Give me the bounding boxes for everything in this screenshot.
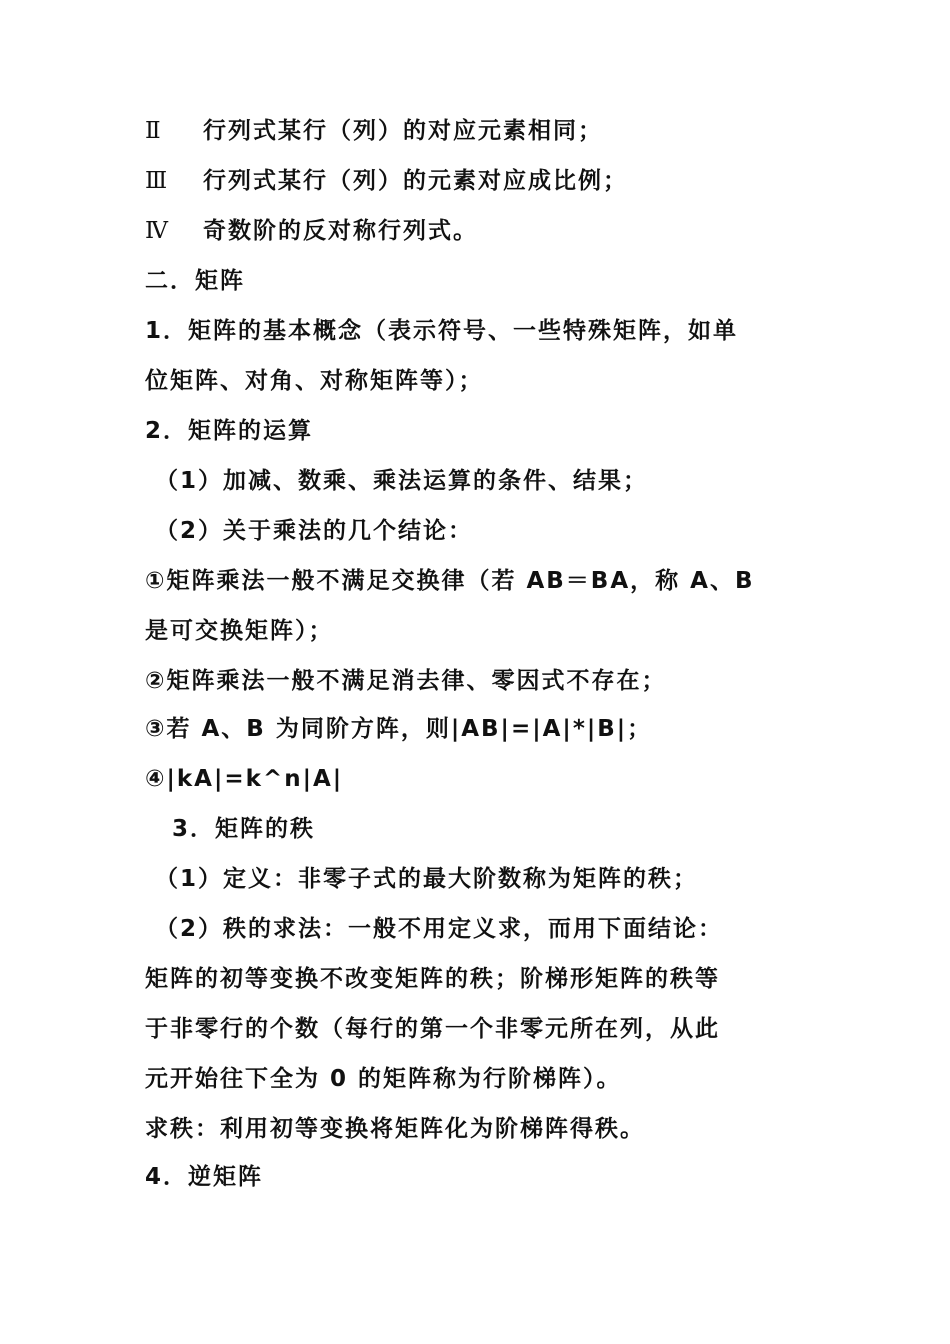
conclusion-4: ④|kA|=k^n|A| [145, 766, 344, 792]
conclusion-1-line-b: 是可交换矩阵）； [145, 618, 334, 644]
roman-numeral: Ⅲ [145, 168, 170, 194]
line-text: 行列式某行（列）的对应元素相同； [203, 118, 603, 144]
roman-numeral: Ⅳ [145, 218, 170, 244]
conclusion-3: ③若 A、B 为同阶方阵，则|AB|=|A|*|B|； [145, 716, 653, 742]
conclusion-1-line-a: ①矩阵乘法一般不满足交换律（若 AB＝BA，称 A、B [145, 568, 755, 594]
item-4-heading: 4．逆矩阵 [145, 1164, 264, 1190]
item-2-sub-1: （1）加减、数乘、乘法运算的条件、结果； [155, 468, 649, 494]
item-2-sub-2: （2）关于乘法的几个结论： [155, 518, 474, 544]
det-condition-3 [145, 166, 628, 196]
line-text: 行列式某行（列）的元素对应成比例； [203, 168, 628, 194]
item-3-sub-1: （1）定义：非零子式的最大阶数称为矩阵的秩； [155, 866, 699, 892]
rank-text-line-a: 矩阵的初等变换不改变矩阵的秩；阶梯形矩阵的秩等 [145, 966, 720, 992]
item-2-heading: 2．矩阵的运算 [145, 418, 314, 444]
item-1-line-a: 1．矩阵的基本概念（表示符号、一些特殊矩阵，如单 [145, 318, 739, 344]
det-condition-4 [145, 216, 478, 246]
conclusion-2: ②矩阵乘法一般不满足消去律、零因式不存在； [145, 668, 667, 694]
item-3-heading: 3．矩阵的秩 [172, 816, 316, 842]
item-1-line-b: 位矩阵、对角、对称矩阵等）； [145, 368, 484, 394]
rank-text-line-b: 于非零行的个数（每行的第一个非零元所在列，从此 [145, 1016, 720, 1042]
line-text: 奇数阶的反对称行列式。 [203, 218, 478, 244]
item-3-sub-2: （2）秩的求法：一般不用定义求，而用下面结论： [155, 916, 724, 942]
rank-text-line-c: 元开始往下全为 0 的矩阵称为行阶梯阵）。 [145, 1066, 622, 1092]
roman-numeral: Ⅱ [145, 118, 163, 144]
rank-method: 求秩：利用初等变换将矩阵化为阶梯阵得秩。 [145, 1116, 645, 1142]
det-condition-2 [145, 116, 603, 146]
section-heading-matrix: 二．矩阵 [145, 268, 245, 294]
